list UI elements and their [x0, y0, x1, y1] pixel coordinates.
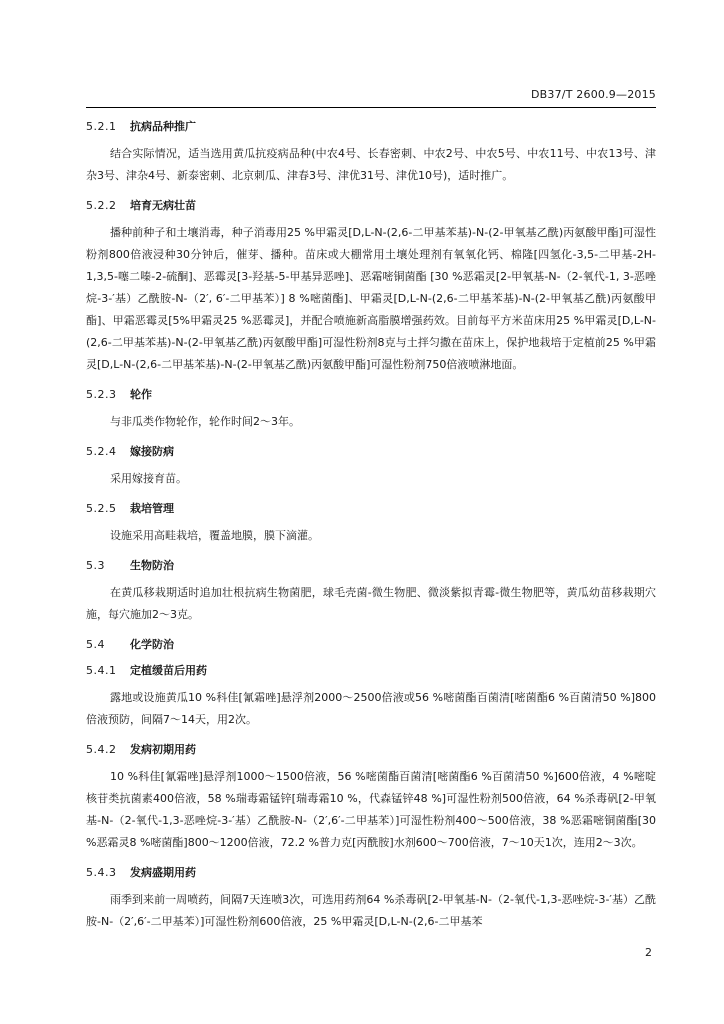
- section-heading: [86, 635, 656, 655]
- section-heading: [86, 556, 656, 576]
- section-heading: [86, 117, 656, 137]
- section-number: 5.4.3: [86, 866, 117, 879]
- section-paragraph: 采用嫁接育苗。: [110, 472, 187, 485]
- section-heading: [86, 385, 656, 405]
- section-title: 发病盛期用药: [130, 866, 196, 879]
- section-number: 5.3: [86, 559, 105, 572]
- document-code: DB37/T 2600.9—2015: [530, 88, 656, 101]
- section-paragraph: 在黄瓜移栽期适时追加壮根抗病生物菌肥，球毛壳菌-微生物肥、微淡紫拟青霉-微生物肥等，黄瓜幼苗移栽期穴施，每穴施加2～3克。: [86, 586, 656, 621]
- section-heading: [86, 863, 656, 883]
- section-paragraph: 播种前种子和土壤消毒，种子消毒用25 %甲霜灵[D,L-N-(2,6-二甲基苯基)-N-(2-甲氧基乙酰)丙氨酸甲酯]可湿性粉剂800倍液浸种30分钟后，催芽、播种。苗床或大棚常用土壤处理剂有氧氧化钙、棉隆[四氢化-3,5-二甲基-2H-1,3,5-噻二嗪-2-硫酮]、恶霉灵[3-羟基-5-甲基异恶唑]、恶霜嘧铜菌酯 [30 %恶霜灵[2-甲氧基-N-（2-氧代-1, 3-恶唑烷-3-′基）乙酰胺-N-（2′, 6′-二甲基苯）] 8 %嘧菌酯]、甲霜灵[D,L-N-(2,6-二甲基苯基)-N-(2-甲氧基乙酰)丙氨酸甲酯]、甲霜恶霉灵[5%甲霜灵25 %恶霉灵]，并配合喷施新高脂膜增强药效。目前每平方米苗床用25 %甲霜灵[D,L-N-(2,6-二甲基苯基)-N-(2-甲氧基乙酰)丙氨酸甲酯]可湿性粉剂8克与土拌匀撒在苗床上，保护地栽培于定植前25 %甲霜灵[D,L-N-(2,6-二甲基苯基)-N-(2-甲氧基乙酰)丙氨酸甲酯]可湿性粉剂750倍液喷淋地面。: [86, 226, 656, 371]
- section-number: 5.2.4: [86, 445, 117, 458]
- section-heading: [86, 661, 656, 681]
- section-paragraph: 结合实际情况，适当选用黄瓜抗疫病品种(中农4号、长春密刺、中农2号、中农5号、中农11号、中农13号、津杂3号、津杂4号、新泰密刺、北京刺瓜、津春3号、津优31号、津优10号)，适时推广。: [86, 147, 656, 182]
- section-paragraph: 10 %科佳[氰霜唑]悬浮剂1000～1500倍液，56 %嘧菌酯百菌清[嘧菌酯6 %百菌清50 %]600倍液，4 %嘧啶核苷类抗菌素400倍液，58 %瑞毒霜锰锌[瑞毒霜10 %，代森锰锌48 %]可湿性粉剂500倍液，64 %杀毒矾[2-甲氧基-N-（2-氧代-1,3-恶唑烷-3-′基）乙酰胺-N-（2′,6′-二甲基苯）]可湿性粉剂400～500倍液，38 %恶霜嘧铜菌酯[30 %恶霜灵8 %嘧菌酯]800～1200倍液，72.2 %普力克[丙酰胺]水剂600～700倍液，7～10天1次，连用2～3次。: [86, 770, 656, 849]
- section-paragraph: 设施采用高畦栽培，覆盖地膜，膜下滴灌。: [110, 529, 319, 542]
- section-heading: [86, 442, 656, 462]
- header-divider: [86, 107, 656, 108]
- section-paragraph: 与非瓜类作物轮作，轮作时间2～3年。: [110, 415, 300, 428]
- section-heading: [86, 196, 656, 216]
- section-paragraph: 露地或设施黄瓜10 %科佳[氰霜唑]悬浮剂2000～2500倍液或56 %嘧菌酯百菌清[嘧菌酯6 %百菌清50 %]800倍液预防，间隔7～14天，用2次。: [86, 691, 656, 726]
- section-number: 5.2.5: [86, 502, 117, 515]
- section-heading: [86, 499, 656, 519]
- section-title: 轮作: [130, 388, 152, 401]
- page-number: 2: [645, 946, 652, 959]
- section-heading: [86, 740, 656, 760]
- section-number: 5.2.3: [86, 388, 117, 401]
- section-number: 5.2.2: [86, 199, 117, 212]
- section-title: 抗病品种推广: [130, 120, 196, 133]
- section-number: 5.4.1: [86, 664, 117, 677]
- section-title: 培育无病壮苗: [130, 199, 196, 212]
- section-number: 5.4: [86, 638, 105, 651]
- section-title: 栽培管理: [130, 502, 174, 515]
- section-title: 化学防治: [130, 638, 174, 651]
- section-paragraph: 雨季到来前一周喷药，间隔7天连喷3次，可选用药剂64 %杀毒矾[2-甲氧基-N-（2-氧代-1,3-恶唑烷-3-′基）乙酰胺-N-（2′,6′-二甲基苯）]可湿性粉剂600倍液，25 %甲霜灵[D,L-N-(2,6-二甲基苯: [86, 893, 656, 928]
- section-number: 5.4.2: [86, 743, 117, 756]
- section-number: 5.2.1: [86, 120, 117, 133]
- section-title: 定植缓苗后用药: [130, 664, 207, 677]
- document-body: [86, 117, 656, 942]
- section-title: 生物防治: [130, 559, 174, 572]
- section-title: 嫁接防病: [130, 445, 174, 458]
- section-title: 发病初期用药: [130, 743, 196, 756]
